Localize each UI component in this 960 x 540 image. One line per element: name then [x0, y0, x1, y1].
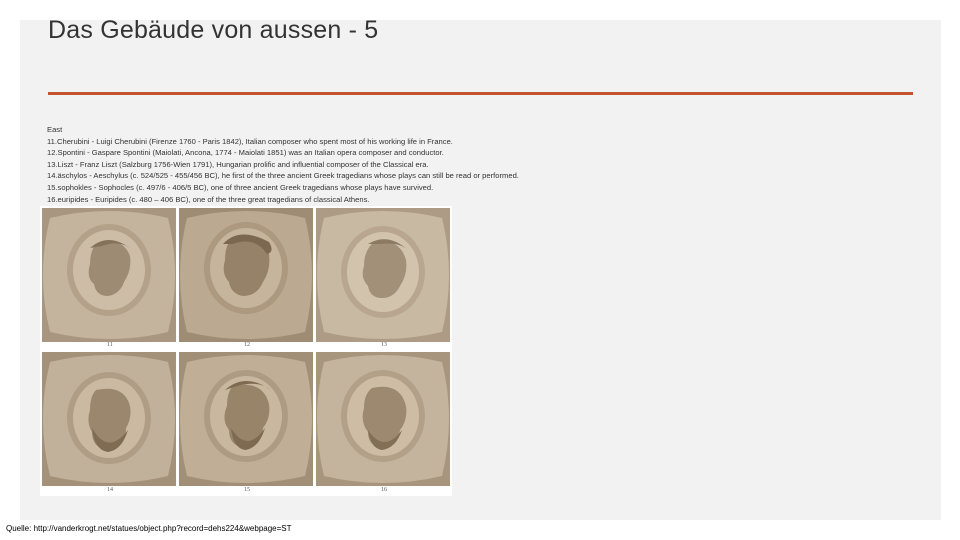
- medallion-label-15: 15: [244, 487, 250, 493]
- body-line-13: 13.Liszt - Franz Liszt (Salzburg 1756-Wien 1791), Hungarian prolific and influential composer of the Classical era.: [47, 159, 429, 169]
- body-line-11: 11.Cherubini - Luigi Cherubini (Firenze 1760 - Paris 1842), Italian composer who spent most of his working life in France.: [47, 136, 453, 146]
- body-line-15: 15.sophokles - Sophocles (c. 497/6 - 406/5 BC), one of three ancient Greek tragedians whose plays have survived.: [47, 182, 434, 192]
- medallion-label-12: 12: [244, 342, 250, 348]
- slide-title: Das Gebäude von aussen - 5: [48, 16, 379, 44]
- body-line-12: 12.Spontini - Gaspare Spontini (Maiolati, Ancona, 1774 - Maiolati 1851) was an Italian opera composer and conductor.: [47, 148, 444, 158]
- body-line-14: 14.äschylos - Aeschylus (c. 524/525 - 455/456 BC), he first of the three ancient Greek tragedians whose plays can still be read or performed.: [47, 171, 519, 181]
- medallion-photo-sheet: [40, 206, 452, 496]
- body-line-16: 16.euripides - Euripides (c. 480 – 406 BC), one of the three great tragedians of classical Athens.: [47, 194, 370, 204]
- body-text: [47, 124, 907, 205]
- medallion-label-14: 14: [107, 487, 113, 493]
- title-divider: [48, 92, 913, 95]
- medallion-photo-16: [316, 352, 450, 486]
- medallion-label-16: 16: [381, 487, 387, 493]
- medallion-photo-13: [316, 208, 450, 342]
- body-line-heading: East: [47, 125, 63, 134]
- source-footer: Quelle: http://vanderkrogt.net/statues/object.php?record=dehs224&webpage=ST: [6, 524, 292, 533]
- medallion-photo-11: [42, 208, 176, 342]
- medallion-photo-12: [179, 208, 313, 342]
- medallion-label-13: 13: [381, 342, 387, 348]
- medallion-label-11: 11: [107, 342, 113, 348]
- medallion-photo-15: [179, 352, 313, 486]
- medallion-photo-14: [42, 352, 176, 486]
